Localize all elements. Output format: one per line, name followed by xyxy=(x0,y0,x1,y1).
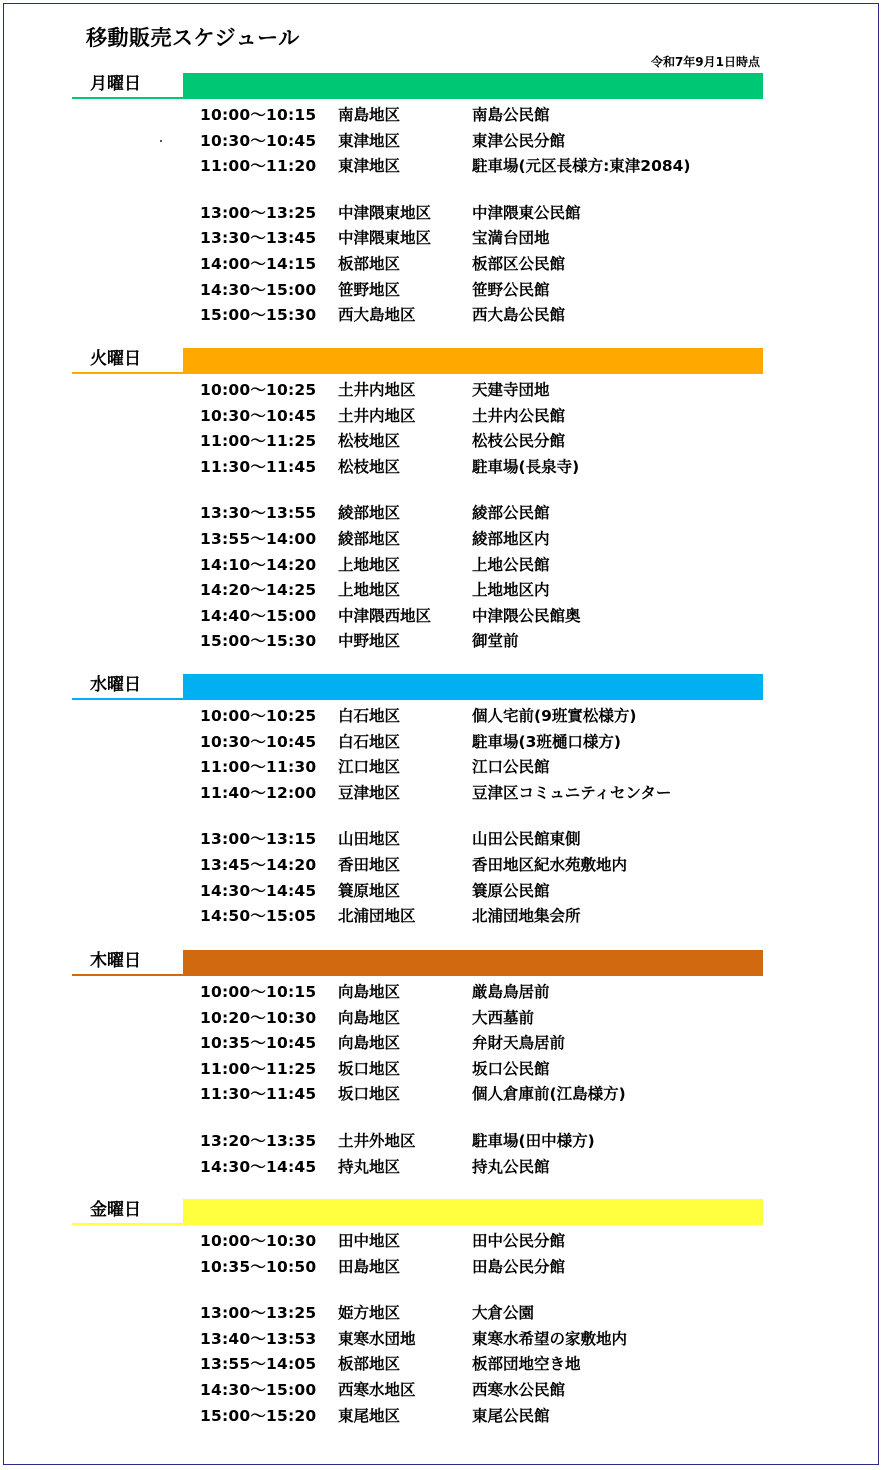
day-label: 木曜日 xyxy=(90,951,141,971)
slot-place: 北浦団地集会所 xyxy=(472,907,581,926)
slot-time: 11:30〜11:45 xyxy=(200,457,317,476)
slot-area: 土井内地区 xyxy=(338,406,416,425)
slot-time: 13:55〜14:00 xyxy=(200,530,317,548)
slot-time: 11:40〜12:00 xyxy=(200,783,317,802)
slot-area: 向島地区 xyxy=(338,1008,401,1027)
slot-place: 西大島公民館 xyxy=(472,306,566,325)
slot-area: 簑原地区 xyxy=(338,881,401,900)
slot-area: 西寒水地区 xyxy=(338,1381,416,1399)
slot-place: 個人倉庫前(江島様方) xyxy=(472,1085,626,1104)
slot-area: 姫方地区 xyxy=(338,1304,401,1323)
slot-time: 13:00〜13:25 xyxy=(200,1304,317,1323)
slot-place: 坂口公民館 xyxy=(472,1059,550,1078)
day-label: 月曜日 xyxy=(90,74,141,94)
slot-time: 14:30〜15:00 xyxy=(200,1381,317,1399)
slot-area: 板部地区 xyxy=(338,1355,401,1374)
stray-dot xyxy=(160,140,162,142)
slot-place: 笹野公民館 xyxy=(472,280,550,299)
slot-time: 10:30〜10:45 xyxy=(200,732,317,751)
slot-time: 10:00〜10:30 xyxy=(200,1232,317,1250)
slot-place: 綾部地区内 xyxy=(472,530,550,548)
slot-time: 11:00〜11:25 xyxy=(200,432,317,451)
slot-area: 土井外地区 xyxy=(338,1132,416,1150)
slot-time: 14:30〜15:00 xyxy=(200,280,317,299)
slot-time: 11:00〜11:20 xyxy=(200,157,317,176)
slot-area: 中津隈西地区 xyxy=(338,606,432,625)
slot-time: 15:00〜15:30 xyxy=(200,632,317,651)
slot-place: 東尾公民館 xyxy=(472,1406,550,1425)
day-color-bar xyxy=(183,950,763,976)
slot-place: 豆津区コミュニティセンター xyxy=(472,783,672,802)
slot-place: 宝満台団地 xyxy=(472,229,550,248)
slot-area: 江口地区 xyxy=(338,758,401,777)
slot-place: 上地公民館 xyxy=(472,555,550,574)
slot-place: 駐車場(元区長様方:東津2084) xyxy=(472,157,691,176)
slot-place: 山田公民館東側 xyxy=(472,830,581,849)
slot-time: 13:00〜13:15 xyxy=(200,830,317,849)
slot-time: 11:00〜11:30 xyxy=(200,758,317,777)
day-label: 水曜日 xyxy=(90,675,141,695)
slot-area: 綾部地区 xyxy=(338,530,401,548)
slot-time: 10:30〜10:45 xyxy=(200,131,317,150)
slot-time: 14:10〜14:20 xyxy=(200,555,317,574)
slot-time: 10:00〜10:15 xyxy=(200,983,317,1001)
day-color-bar xyxy=(183,1199,763,1225)
slot-place: 大西墓前 xyxy=(472,1008,535,1027)
slot-area: 田中地区 xyxy=(338,1232,401,1250)
day-underline xyxy=(72,974,184,976)
slot-time: 13:45〜14:20 xyxy=(200,856,317,874)
slot-place: 簑原公民館 xyxy=(472,881,550,900)
slot-area: 白石地区 xyxy=(338,732,401,751)
slot-time: 11:30〜11:45 xyxy=(200,1085,317,1104)
slot-area: 中野地区 xyxy=(338,632,401,651)
slot-place: 西寒水公民館 xyxy=(472,1381,566,1399)
slot-place: 駐車場(田中様方) xyxy=(472,1132,595,1150)
slot-place: 弁財天鳥居前 xyxy=(472,1034,566,1053)
day-label: 金曜日 xyxy=(90,1200,141,1220)
slot-area: 板部地区 xyxy=(338,255,401,273)
slot-area: 南島地区 xyxy=(338,106,401,124)
slot-area: 坂口地区 xyxy=(338,1085,401,1104)
slot-time: 13:00〜13:25 xyxy=(200,203,317,222)
slot-area: 向島地区 xyxy=(338,1034,401,1053)
slot-area: 東津地区 xyxy=(338,131,401,150)
slot-time: 13:55〜14:05 xyxy=(200,1355,317,1374)
slot-area: 西大島地区 xyxy=(338,306,416,325)
slot-time: 14:30〜14:45 xyxy=(200,881,317,900)
slot-place: 中津隈東公民館 xyxy=(472,203,581,222)
slot-time: 10:30〜10:45 xyxy=(200,406,317,425)
day-underline xyxy=(72,97,184,99)
slot-time: 14:50〜15:05 xyxy=(200,907,317,926)
slot-place: 東寒水希望の家敷地内 xyxy=(472,1329,628,1348)
slot-place: 天建寺団地 xyxy=(472,381,550,399)
slot-area: 松枝地区 xyxy=(338,457,401,476)
slot-area: 東尾地区 xyxy=(338,1406,401,1425)
slot-time: 10:35〜10:45 xyxy=(200,1034,317,1053)
slot-time: 14:30〜14:45 xyxy=(200,1157,317,1176)
slot-area: 坂口地区 xyxy=(338,1059,401,1078)
slot-time: 15:00〜15:30 xyxy=(200,306,317,325)
slot-place: 松枝公民分館 xyxy=(472,432,566,451)
slot-place: 土井内公民館 xyxy=(472,406,566,425)
slot-time: 14:40〜15:00 xyxy=(200,606,317,625)
slot-time: 14:20〜14:25 xyxy=(200,581,317,600)
slot-time: 13:40〜13:53 xyxy=(200,1329,317,1348)
slot-place: 厳島鳥居前 xyxy=(472,983,550,1001)
slot-area: 豆津地区 xyxy=(338,783,401,802)
slot-time: 10:00〜10:25 xyxy=(200,381,317,399)
slot-area: 土井内地区 xyxy=(338,381,416,399)
slot-place: 南島公民館 xyxy=(472,106,550,124)
slot-place: 田島公民分館 xyxy=(472,1257,566,1276)
slot-place: 個人宅前(9班實松様方) xyxy=(472,707,637,725)
slot-place: 上地地区内 xyxy=(472,581,550,600)
slot-area: 向島地区 xyxy=(338,983,401,1001)
slot-area: 中津隈東地区 xyxy=(338,203,432,222)
slot-time: 13:30〜13:55 xyxy=(200,504,317,523)
slot-time: 10:00〜10:25 xyxy=(200,707,317,725)
slot-area: 綾部地区 xyxy=(338,504,401,523)
slot-place: 香田地区紀水苑敷地内 xyxy=(472,856,628,874)
slot-time: 10:35〜10:50 xyxy=(200,1257,317,1276)
slot-area: 香田地区 xyxy=(338,856,401,874)
page-title: 移動販売スケジュール xyxy=(86,26,300,50)
slot-area: 東津地区 xyxy=(338,157,401,176)
slot-place: 田中公民分館 xyxy=(472,1232,566,1250)
day-label: 火曜日 xyxy=(90,349,141,369)
day-color-bar xyxy=(183,73,763,99)
day-underline xyxy=(72,698,184,700)
slot-time: 10:00〜10:15 xyxy=(200,106,317,124)
slot-area: 持丸地区 xyxy=(338,1157,401,1176)
slot-area: 東寒水団地 xyxy=(338,1329,416,1348)
slot-area: 笹野地区 xyxy=(338,280,401,299)
slot-time: 14:00〜14:15 xyxy=(200,255,317,273)
slot-place: 板部区公民館 xyxy=(472,255,566,273)
slot-place: 江口公民館 xyxy=(472,758,550,777)
slot-area: 中津隈東地区 xyxy=(338,229,432,248)
slot-place: 中津隈公民館奥 xyxy=(472,606,581,625)
slot-place: 駐車場(3班樋口様方) xyxy=(472,732,621,751)
slot-place: 大倉公園 xyxy=(472,1304,535,1323)
day-underline xyxy=(72,1223,184,1225)
slot-area: 上地地区 xyxy=(338,555,401,574)
slot-place: 持丸公民館 xyxy=(472,1157,550,1176)
slot-area: 上地地区 xyxy=(338,581,401,600)
as-of-date: 令和7年9月1日時点 xyxy=(650,55,760,69)
slot-time: 10:20〜10:30 xyxy=(200,1008,317,1027)
slot-time: 11:00〜11:25 xyxy=(200,1059,317,1078)
slot-area: 北浦団地区 xyxy=(338,907,416,926)
slot-place: 綾部公民館 xyxy=(472,504,550,523)
slot-place: 御堂前 xyxy=(472,632,519,651)
slot-area: 山田地区 xyxy=(338,830,401,849)
slot-time: 15:00〜15:20 xyxy=(200,1406,317,1425)
slot-time: 13:30〜13:45 xyxy=(200,229,317,248)
day-color-bar xyxy=(183,348,763,374)
day-underline xyxy=(72,372,184,374)
slot-place: 駐車場(長泉寺) xyxy=(472,457,580,476)
slot-place: 板部団地空き地 xyxy=(472,1355,581,1374)
slot-area: 白石地区 xyxy=(338,707,401,725)
slot-area: 田島地区 xyxy=(338,1257,401,1276)
slot-place: 東津公民分館 xyxy=(472,131,566,150)
slot-time: 13:20〜13:35 xyxy=(200,1132,317,1150)
slot-area: 松枝地区 xyxy=(338,432,401,451)
day-color-bar xyxy=(183,674,763,700)
